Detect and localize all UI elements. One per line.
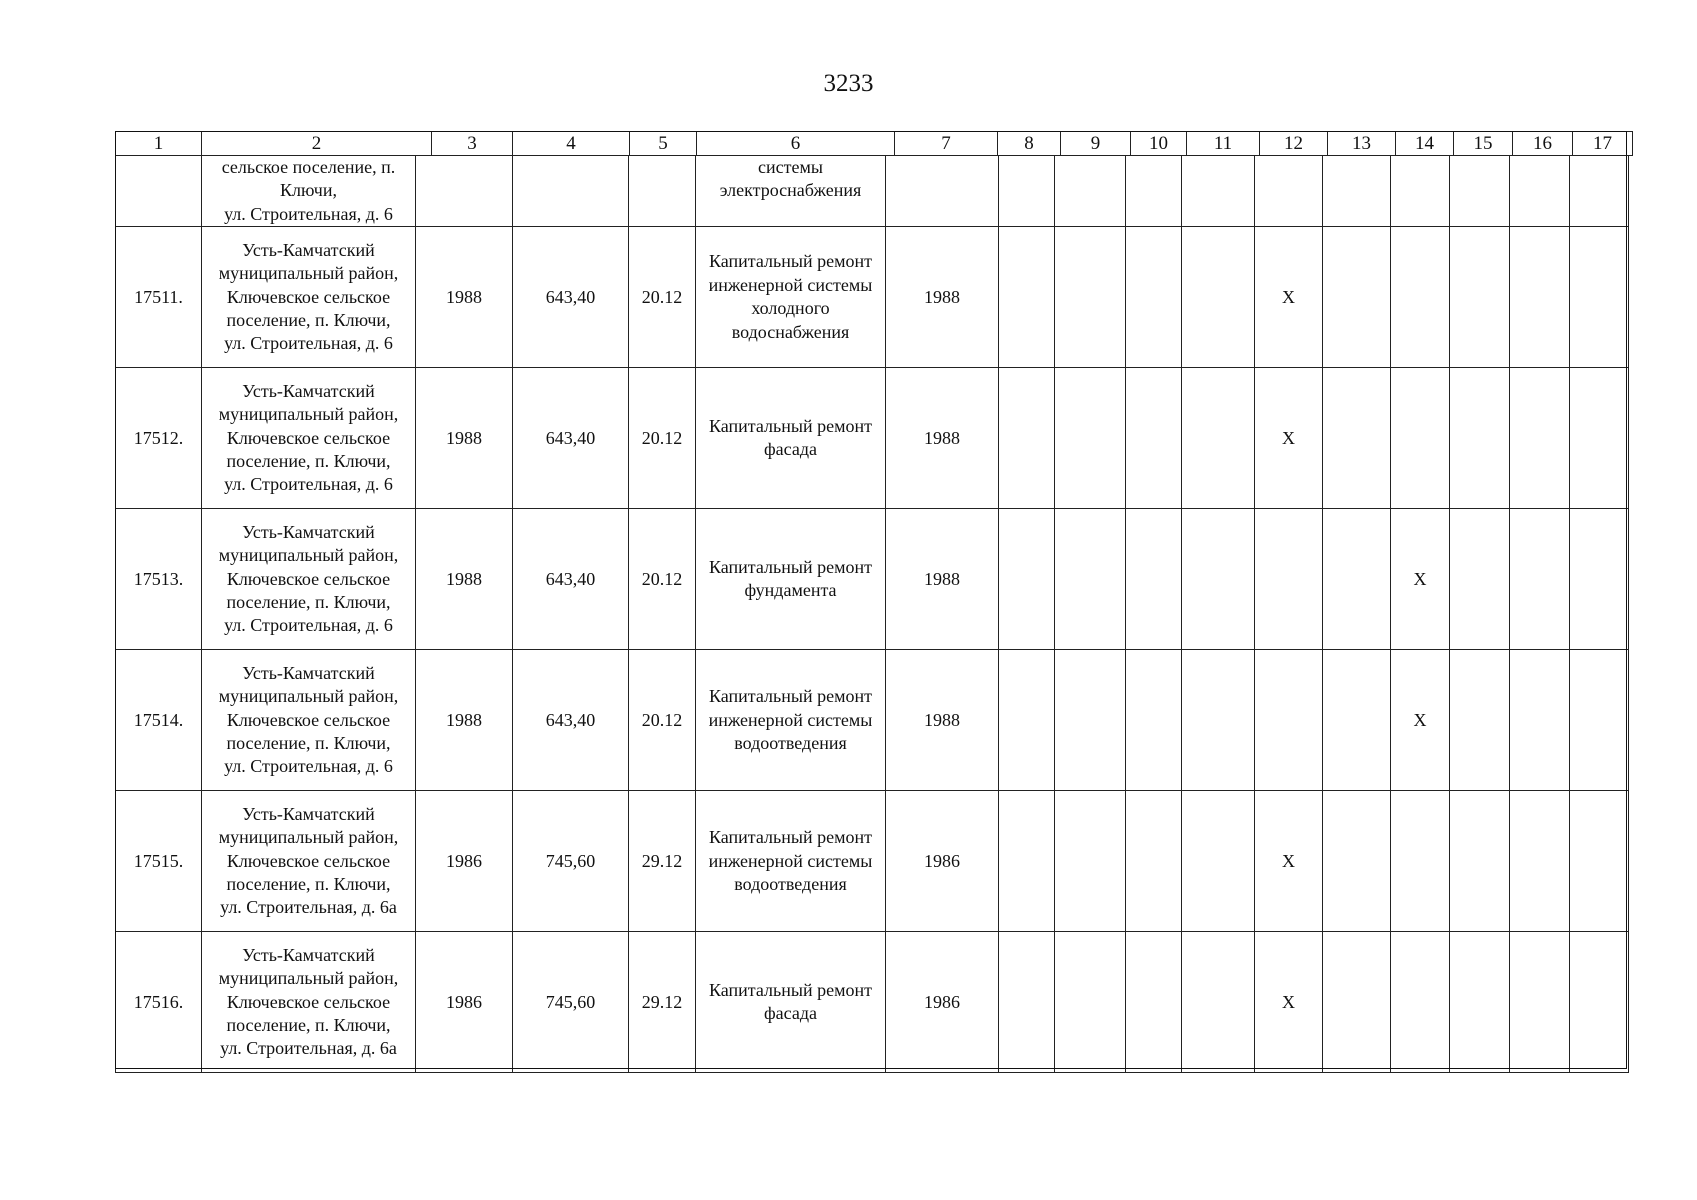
address-cell: Усть-Камчатский муниципальный район, Ключевское сельское поселение, п. Ключи, ул. Строительная, д. 6 bbox=[202, 227, 416, 368]
column-header-11: 11 bbox=[1187, 132, 1260, 156]
mark-cell-col-16 bbox=[1510, 932, 1570, 1073]
mark-cell-col-9 bbox=[1055, 932, 1126, 1073]
year-cell: 1988 bbox=[886, 368, 999, 509]
mark-cell-col-15 bbox=[1450, 509, 1510, 650]
column-header-8: 8 bbox=[998, 132, 1061, 156]
mark-cell-col-11 bbox=[1182, 227, 1255, 368]
year-cell: 1988 bbox=[886, 509, 999, 650]
column-header-13: 13 bbox=[1328, 132, 1396, 156]
code-cell: 20.12 bbox=[629, 227, 696, 368]
row-number: 17514. bbox=[116, 650, 202, 791]
code-cell: 20.12 bbox=[629, 509, 696, 650]
work-type-cell: Капитальный ремонт инженерной системы водоотведения bbox=[696, 791, 886, 932]
address-cell: Усть-Камчатский муниципальный район, Ключевское сельское поселение, п. Ключи, ул. Строительная, д. 6 bbox=[202, 368, 416, 509]
mark-cell-col-17 bbox=[1570, 509, 1629, 650]
column-header-row bbox=[116, 132, 1633, 156]
mark-cell-col-17 bbox=[1570, 791, 1629, 932]
address-cell: сельское поселение, п. Ключи, ул. Строительная, д. 6 bbox=[202, 156, 416, 227]
column-header-7: 7 bbox=[895, 132, 998, 156]
area-cell: 643,40 bbox=[513, 509, 629, 650]
mark-cell-col-11 bbox=[1182, 650, 1255, 791]
work-type-cell: системы электроснабжения bbox=[696, 156, 886, 227]
column-header-1: 1 bbox=[116, 132, 202, 156]
table-row bbox=[116, 932, 1629, 1073]
mark-cell-col-10 bbox=[1126, 156, 1182, 227]
column-header-3: 3 bbox=[432, 132, 513, 156]
mark-cell-col-9 bbox=[1055, 509, 1126, 650]
area-cell: 643,40 bbox=[513, 227, 629, 368]
mark-cell-col-8 bbox=[999, 509, 1055, 650]
mark-cell-col-15 bbox=[1450, 227, 1510, 368]
year-built-cell: 1988 bbox=[416, 368, 513, 509]
code-cell: 20.12 bbox=[629, 368, 696, 509]
mark-cell-col-14: X bbox=[1391, 509, 1450, 650]
year-cell: 1986 bbox=[886, 932, 999, 1073]
mark-cell-col-15 bbox=[1450, 368, 1510, 509]
row-number: 17511. bbox=[116, 227, 202, 368]
mark-cell-col-11 bbox=[1182, 368, 1255, 509]
mark-cell-col-17 bbox=[1570, 932, 1629, 1073]
mark-cell-col-14 bbox=[1391, 791, 1450, 932]
mark-cell-col-17 bbox=[1570, 368, 1629, 509]
mark-cell-col-10 bbox=[1126, 509, 1182, 650]
column-header-5: 5 bbox=[630, 132, 697, 156]
mark-cell-col-16 bbox=[1510, 227, 1570, 368]
mark-cell-col-13 bbox=[1323, 368, 1391, 509]
area-cell bbox=[513, 156, 629, 227]
mark-cell-col-8 bbox=[999, 156, 1055, 227]
mark-cell-col-13 bbox=[1323, 791, 1391, 932]
mark-cell-col-14 bbox=[1391, 227, 1450, 368]
mark-cell-col-16 bbox=[1510, 650, 1570, 791]
mark-cell-col-17 bbox=[1570, 227, 1629, 368]
mark-cell-col-16 bbox=[1510, 368, 1570, 509]
mark-cell-col-12 bbox=[1255, 650, 1323, 791]
code-cell: 29.12 bbox=[629, 932, 696, 1073]
table-row bbox=[116, 368, 1629, 509]
area-cell: 745,60 bbox=[513, 791, 629, 932]
year-built-cell: 1988 bbox=[416, 509, 513, 650]
column-header-table bbox=[115, 131, 1633, 156]
address-cell: Усть-Камчатский муниципальный район, Ключевское сельское поселение, п. Ключи, ул. Строительная, д. 6 bbox=[202, 650, 416, 791]
mark-cell-col-11 bbox=[1182, 156, 1255, 227]
table-row bbox=[116, 509, 1629, 650]
mark-cell-col-11 bbox=[1182, 791, 1255, 932]
mark-cell-col-9 bbox=[1055, 650, 1126, 791]
column-header-6: 6 bbox=[697, 132, 895, 156]
column-header-15: 15 bbox=[1454, 132, 1513, 156]
row-number: 17512. bbox=[116, 368, 202, 509]
mark-cell-col-12: X bbox=[1255, 368, 1323, 509]
mark-cell-col-11 bbox=[1182, 509, 1255, 650]
table-row bbox=[116, 650, 1629, 791]
mark-cell-col-14: X bbox=[1391, 650, 1450, 791]
mark-cell-col-14 bbox=[1391, 368, 1450, 509]
row-number: 17513. bbox=[116, 509, 202, 650]
code-cell: 20.12 bbox=[629, 650, 696, 791]
code-cell bbox=[629, 156, 696, 227]
mark-cell-col-9 bbox=[1055, 368, 1126, 509]
column-header-2: 2 bbox=[202, 132, 432, 156]
area-cell: 745,60 bbox=[513, 932, 629, 1073]
mark-cell-col-12 bbox=[1255, 509, 1323, 650]
mark-cell-col-8 bbox=[999, 368, 1055, 509]
mark-cell-col-13 bbox=[1323, 932, 1391, 1073]
year-cell: 1986 bbox=[886, 791, 999, 932]
mark-cell-col-17 bbox=[1570, 156, 1629, 227]
row-number bbox=[116, 156, 202, 227]
row-number: 17516. bbox=[116, 932, 202, 1073]
work-type-cell: Капитальный ремонт фундамента bbox=[696, 509, 886, 650]
mark-cell-col-16 bbox=[1510, 156, 1570, 227]
column-header-12: 12 bbox=[1260, 132, 1328, 156]
column-header-17: 17 bbox=[1573, 132, 1633, 156]
year-cell bbox=[886, 156, 999, 227]
work-type-cell: Капитальный ремонт инженерной системы водоотведения bbox=[696, 650, 886, 791]
address-cell: Усть-Камчатский муниципальный район, Ключевское сельское поселение, п. Ключи, ул. Строительная, д. 6а bbox=[202, 932, 416, 1073]
work-type-cell: Капитальный ремонт фасада bbox=[696, 932, 886, 1073]
column-header-10: 10 bbox=[1131, 132, 1187, 156]
address-cell: Усть-Камчатский муниципальный район, Ключевское сельское поселение, п. Ключи, ул. Строительная, д. 6а bbox=[202, 791, 416, 932]
page-number: 3233 bbox=[823, 70, 874, 97]
row-number: 17515. bbox=[116, 791, 202, 932]
mark-cell-col-8 bbox=[999, 650, 1055, 791]
mark-cell-col-9 bbox=[1055, 791, 1126, 932]
mark-cell-col-11 bbox=[1182, 932, 1255, 1073]
year-built-cell: 1986 bbox=[416, 932, 513, 1073]
mark-cell-col-12: X bbox=[1255, 791, 1323, 932]
mark-cell-col-9 bbox=[1055, 227, 1126, 368]
code-cell: 29.12 bbox=[629, 791, 696, 932]
column-header-16: 16 bbox=[1513, 132, 1573, 156]
table-row bbox=[116, 227, 1629, 368]
mark-cell-col-12 bbox=[1255, 156, 1323, 227]
mark-cell-col-13 bbox=[1323, 650, 1391, 791]
mark-cell-col-12: X bbox=[1255, 227, 1323, 368]
mark-cell-col-8 bbox=[999, 227, 1055, 368]
work-type-cell: Капитальный ремонт фасада bbox=[696, 368, 886, 509]
mark-cell-col-10 bbox=[1126, 791, 1182, 932]
mark-cell-col-15 bbox=[1450, 650, 1510, 791]
mark-cell-col-13 bbox=[1323, 227, 1391, 368]
year-built-cell: 1988 bbox=[416, 650, 513, 791]
mark-cell-col-17 bbox=[1570, 650, 1629, 791]
mark-cell-col-10 bbox=[1126, 650, 1182, 791]
mark-cell-col-16 bbox=[1510, 509, 1570, 650]
year-built-cell bbox=[416, 156, 513, 227]
mark-cell-col-16 bbox=[1510, 791, 1570, 932]
mark-cell-col-13 bbox=[1323, 509, 1391, 650]
year-cell: 1988 bbox=[886, 650, 999, 791]
year-cell: 1988 bbox=[886, 227, 999, 368]
work-type-cell: Капитальный ремонт инженерной системы холодного водоснабжения bbox=[696, 227, 886, 368]
mark-cell-col-13 bbox=[1323, 156, 1391, 227]
mark-cell-col-10 bbox=[1126, 227, 1182, 368]
mark-cell-col-12: X bbox=[1255, 932, 1323, 1073]
address-cell: Усть-Камчатский муниципальный район, Ключевское сельское поселение, п. Ключи, ул. Строительная, д. 6 bbox=[202, 509, 416, 650]
year-built-cell: 1988 bbox=[416, 227, 513, 368]
year-built-cell: 1986 bbox=[416, 791, 513, 932]
mark-cell-col-8 bbox=[999, 791, 1055, 932]
mark-cell-col-15 bbox=[1450, 156, 1510, 227]
area-cell: 643,40 bbox=[513, 650, 629, 791]
column-header-4: 4 bbox=[513, 132, 630, 156]
mark-cell-col-15 bbox=[1450, 791, 1510, 932]
column-header-9: 9 bbox=[1061, 132, 1131, 156]
data-table bbox=[115, 155, 1629, 1073]
mark-cell-col-10 bbox=[1126, 932, 1182, 1073]
mark-cell-col-14 bbox=[1391, 932, 1450, 1073]
table-row bbox=[116, 791, 1629, 932]
column-header-14: 14 bbox=[1396, 132, 1454, 156]
mark-cell-col-14 bbox=[1391, 156, 1450, 227]
mark-cell-col-8 bbox=[999, 932, 1055, 1073]
mark-cell-col-15 bbox=[1450, 932, 1510, 1073]
mark-cell-col-9 bbox=[1055, 156, 1126, 227]
mark-cell-col-10 bbox=[1126, 368, 1182, 509]
area-cell: 643,40 bbox=[513, 368, 629, 509]
table-row bbox=[116, 156, 1629, 227]
